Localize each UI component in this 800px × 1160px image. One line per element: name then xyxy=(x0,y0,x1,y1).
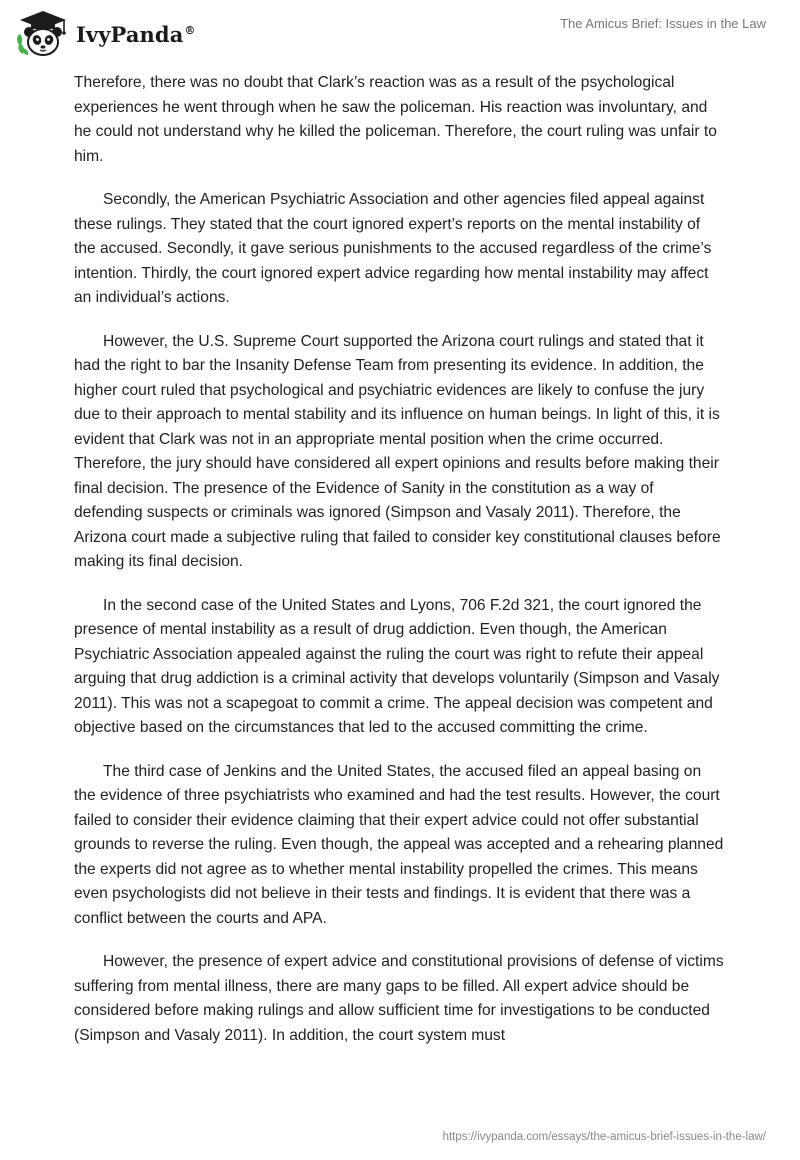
paragraph: However, the U.S. Supreme Court supported the Arizona court rulings and stated that it had the right to bar the Insanity Defense Team from presenting its evidence. In addition, the higher court ruled that psychological and psychiatric evidences are likely to confuse the jury due to their approach to mental stability and its influence on human beings. In light of this, it is evident that Clark was not in an appropriate mental position when the crime occurred. Therefore, the jury should have considered all expert opinions and results before making their final decision. The presence of the Evidence of Sanity in the constitution as a way of defending suspects or criminals was ignored (Simpson and Vasaly 2011). Therefore, the Arizona court made a subjective ruling that failed to consider key constitutional clauses before making its final decision. xyxy=(74,332,721,570)
paragraph: Therefore, there was no doubt that Clark’s reaction was as a result of the psychological experiences he went through when he saw the policeman. His reaction was involuntary, and he could not understand why he killed the policeman. Therefore, the court ruling was unfair to him. xyxy=(74,74,717,165)
paragraph: In the second case of the United States and Lyons, 706 F.2d 321, the court ignored the presence of mental instability as a result of drug addiction. Even though, the American Psychiatric Association appealed against the ruling the court was right to refute their appeal arguing that drug addiction is a criminal activity that develops voluntarily (Simpson and Vasaly 2011). This was not a scapegoat to commit a crime. The appeal decision was competent and objective based on the circumstances that led to the accused committing the crime. xyxy=(74,596,720,736)
panda-graduate-icon xyxy=(14,8,72,58)
source-url[interactable]: https://ivypanda.com/essays/the-amicus-brief-issues-in-the-law/ xyxy=(442,1131,766,1143)
page-header xyxy=(0,0,800,70)
essay-body xyxy=(74,71,724,1067)
paragraph: Secondly, the American Psychiatric Association and other agencies filed appeal against these rulings. They stated that the court ignored expert’s reports on the mental instability of the accused. Secondly, it gave serious punishments to the accused regardless of the crime’s intention. Thirdly, the court ignored expert advice regarding how mental instability may affect an individual’s actions. xyxy=(74,191,712,306)
ivypanda-logo[interactable] xyxy=(14,8,196,58)
paragraph: However, the presence of expert advice and constitutional provisions of defense of victims suffering from mental illness, there are many gaps to be filled. All expert advice should be considered before making rulings and allow sufficient time for investigations to be conducted (Simpson and Vasaly 2011). In addition, the court system must xyxy=(74,953,724,1044)
document-title: The Amicus Brief: Issues in the Law xyxy=(560,16,766,31)
paragraph: The third case of Jenkins and the United States, the accused filed an appeal basing on the evidence of three psychiatrists who examined and had the test results. However, the court failed to consider their evidence claiming that their expert advice could not offer substantial grounds to reverse the ruling. Even though, the appeal was accepted and a rehearing planned the experts did not agree as to whether mental instability propelled the crimes. This means even psychologists did not believe in their tests and findings. It is evident that there was a conflict between the courts and APA. xyxy=(74,762,724,927)
logo-wordmark: IvyPanda® xyxy=(76,21,196,47)
